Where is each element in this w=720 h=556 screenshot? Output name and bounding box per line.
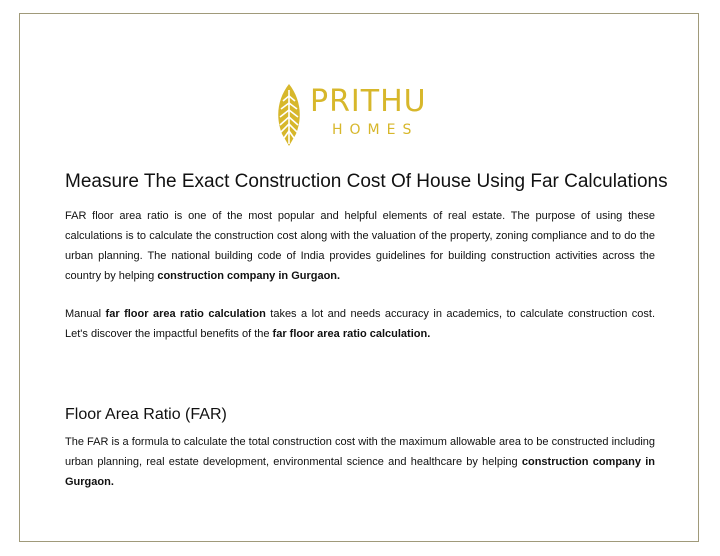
- manual-bold-2: far floor area ratio calculation.: [272, 328, 431, 340]
- manual-text-1: Manual: [65, 308, 106, 320]
- far-text: The FAR is a formula to calculate the total construction cost with the maximum allowable area to be constructed including urban planning, real estate development, environmental science and healthcare by helping: [65, 436, 655, 468]
- manual-paragraph: [65, 304, 655, 344]
- brand-logo: [274, 82, 454, 148]
- section-heading-far: Floor Area Ratio (FAR): [65, 406, 227, 423]
- intro-paragraph: [65, 206, 655, 286]
- far-paragraph: [65, 432, 655, 492]
- brand-name: PRITHU: [310, 84, 427, 119]
- manual-bold-1: far floor area ratio calculation: [105, 308, 266, 320]
- manual-text-2: takes a lot and needs accuracy in academics, to calculate construction cost. Let's discover the impactful benefits of the: [65, 308, 655, 340]
- far-bold: construction company in Gurgaon.: [65, 456, 655, 488]
- leaf-icon: [274, 82, 304, 148]
- intro-bold-link: construction company in Gurgaon.: [157, 270, 341, 282]
- brand-sub: HOMES: [332, 122, 419, 138]
- intro-text: FAR floor area ratio is one of the most popular and helpful elements of real estate. The purpose of using these calculations is to calculate the construction cost along with the valuation of the property, zoning compliance and to do the urban planning. The national building code of India provides guidelines for building construction activities across the country by helping: [65, 210, 655, 282]
- page-title: Measure The Exact Construction Cost Of House Using Far Calculations: [65, 171, 668, 192]
